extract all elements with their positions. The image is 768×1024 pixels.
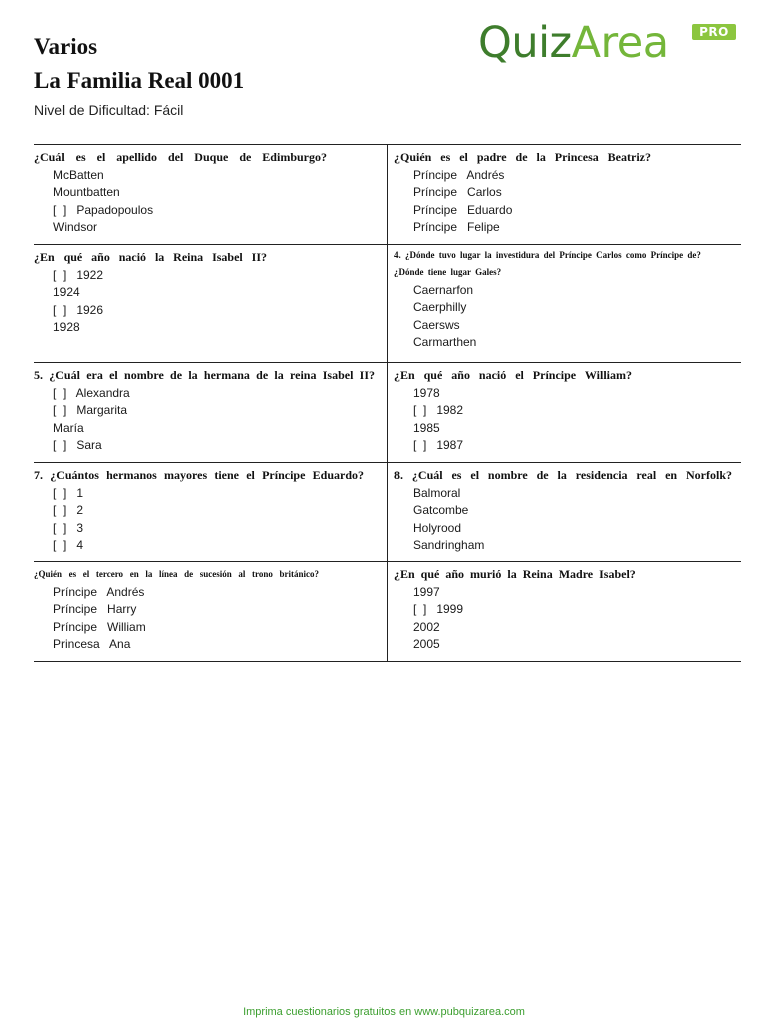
answer-option: Mountbatten xyxy=(53,185,120,200)
answer-option: Sandringham xyxy=(413,538,485,553)
answer-option: Windsor xyxy=(53,220,98,235)
answer-option: Príncipe Carlos xyxy=(413,185,502,200)
question-cell xyxy=(394,247,730,352)
logo-wordmark xyxy=(478,18,669,68)
answer-option: Príncipe Eduardo xyxy=(413,202,513,217)
question-text: ¿Quién es el tercero en la línea de sucesión al trono británico? xyxy=(34,569,319,579)
answer-option: Príncipe Andrés xyxy=(413,168,505,182)
answer-option: [ ] 1999 xyxy=(413,602,464,617)
answer-option: 1985 xyxy=(413,420,440,435)
answer-options xyxy=(34,167,327,237)
answer-option: Príncipe Felipe xyxy=(413,220,500,235)
quiz-category: Varios xyxy=(34,34,98,59)
answer-option: Príncipe William xyxy=(53,619,146,634)
question-text: ¿Cuál es el apellido del Duque de Edimburgo? xyxy=(34,150,327,164)
answer-option: [ ] Margarita xyxy=(53,403,128,418)
question-cell xyxy=(34,566,319,654)
answer-option: [ ] 3 xyxy=(53,520,84,535)
answer-options xyxy=(394,167,651,237)
question-text: ¿En qué año murió la Reina Madre Isabel? xyxy=(394,567,636,581)
answer-option: McBatten xyxy=(53,168,104,182)
logo-word-area: Area xyxy=(571,18,669,68)
answer-option: [ ] 4 xyxy=(53,538,84,553)
answer-option: [ ] 1982 xyxy=(413,403,464,418)
answer-option: Balmoral xyxy=(413,486,461,500)
answer-option: Príncipe Andrés xyxy=(53,585,145,599)
answer-option: 1928 xyxy=(53,320,80,335)
answer-option: [ ] 1987 xyxy=(413,438,464,453)
answer-option: 1997 xyxy=(413,585,440,599)
question-text: 8. ¿Cuál es el nombre de la residencia real en Norfolk? xyxy=(394,468,732,482)
column-divider xyxy=(387,144,388,662)
answer-option: Princesa Ana xyxy=(53,637,131,652)
question-text: 7. ¿Cuántos hermanos mayores tiene el Príncipe Eduardo? xyxy=(34,468,364,482)
question-cell xyxy=(34,149,327,237)
logo-pro-badge: PRO xyxy=(692,24,736,40)
question-text: ¿Quién es el padre de la Princesa Beatriz? xyxy=(394,150,651,164)
answer-option: María xyxy=(53,420,84,435)
answer-option: [ ] 2 xyxy=(53,503,84,518)
answer-options xyxy=(34,385,375,455)
answer-options xyxy=(34,267,267,337)
question-cell xyxy=(394,367,632,455)
question-cell xyxy=(394,566,636,654)
answer-options xyxy=(394,584,616,654)
answer-option: 2002 xyxy=(413,619,440,634)
question-cell xyxy=(394,467,732,555)
quizarea-logo xyxy=(478,18,740,72)
answer-option: 2005 xyxy=(413,637,440,652)
answer-option: [ ] 1922 xyxy=(53,268,104,282)
question-text: ¿En qué año nació la Reina Isabel II? xyxy=(34,250,267,264)
answer-option: 1924 xyxy=(53,285,80,300)
answer-option: Príncipe Harry xyxy=(53,602,137,617)
answer-option: Caernarfon xyxy=(413,283,474,297)
answer-option: 1978 xyxy=(413,386,440,400)
answer-option: [ ] Papadopoulos xyxy=(53,202,154,217)
quiz-title: La Familia Real 0001 xyxy=(34,68,245,93)
question-text: 5. ¿Cuál era el nombre de la hermana de la reina Isabel II? xyxy=(34,368,375,382)
answer-option: Caersws xyxy=(413,317,460,332)
answer-options xyxy=(394,282,730,352)
answer-option: Holyrood xyxy=(413,520,462,535)
question-cell xyxy=(34,467,364,555)
question-cell xyxy=(394,149,651,237)
difficulty-level: Nivel de Dificultad: Fácil xyxy=(34,102,184,118)
answer-options xyxy=(394,485,732,555)
answer-option: Gatcombe xyxy=(413,503,469,518)
question-cell xyxy=(34,367,375,455)
answer-option: Carmarthen xyxy=(413,335,477,350)
question-grid xyxy=(34,144,741,662)
question-text: ¿En qué año nació el Príncipe William? xyxy=(394,368,632,382)
answer-options xyxy=(34,485,364,555)
answer-option: [ ] Sara xyxy=(53,438,102,453)
answer-option: [ ] 1926 xyxy=(53,302,104,317)
footer-link-text: Imprima cuestionarios gratuitos en www.pubquizarea.com xyxy=(243,1006,525,1018)
question-cell xyxy=(34,249,267,337)
answer-option: [ ] Alexandra xyxy=(53,386,130,400)
answer-options xyxy=(394,385,632,455)
logo-word-quiz: Quiz xyxy=(478,18,572,68)
answer-option: [ ] 1 xyxy=(53,486,84,500)
question-text: 4. ¿Dónde tuvo lugar la investidura del Príncipe Carlos como Príncipe de? ¿Dónde tiene lugar Gales? xyxy=(394,250,701,277)
answer-options xyxy=(34,584,319,654)
answer-option: Caerphilly xyxy=(413,300,467,315)
